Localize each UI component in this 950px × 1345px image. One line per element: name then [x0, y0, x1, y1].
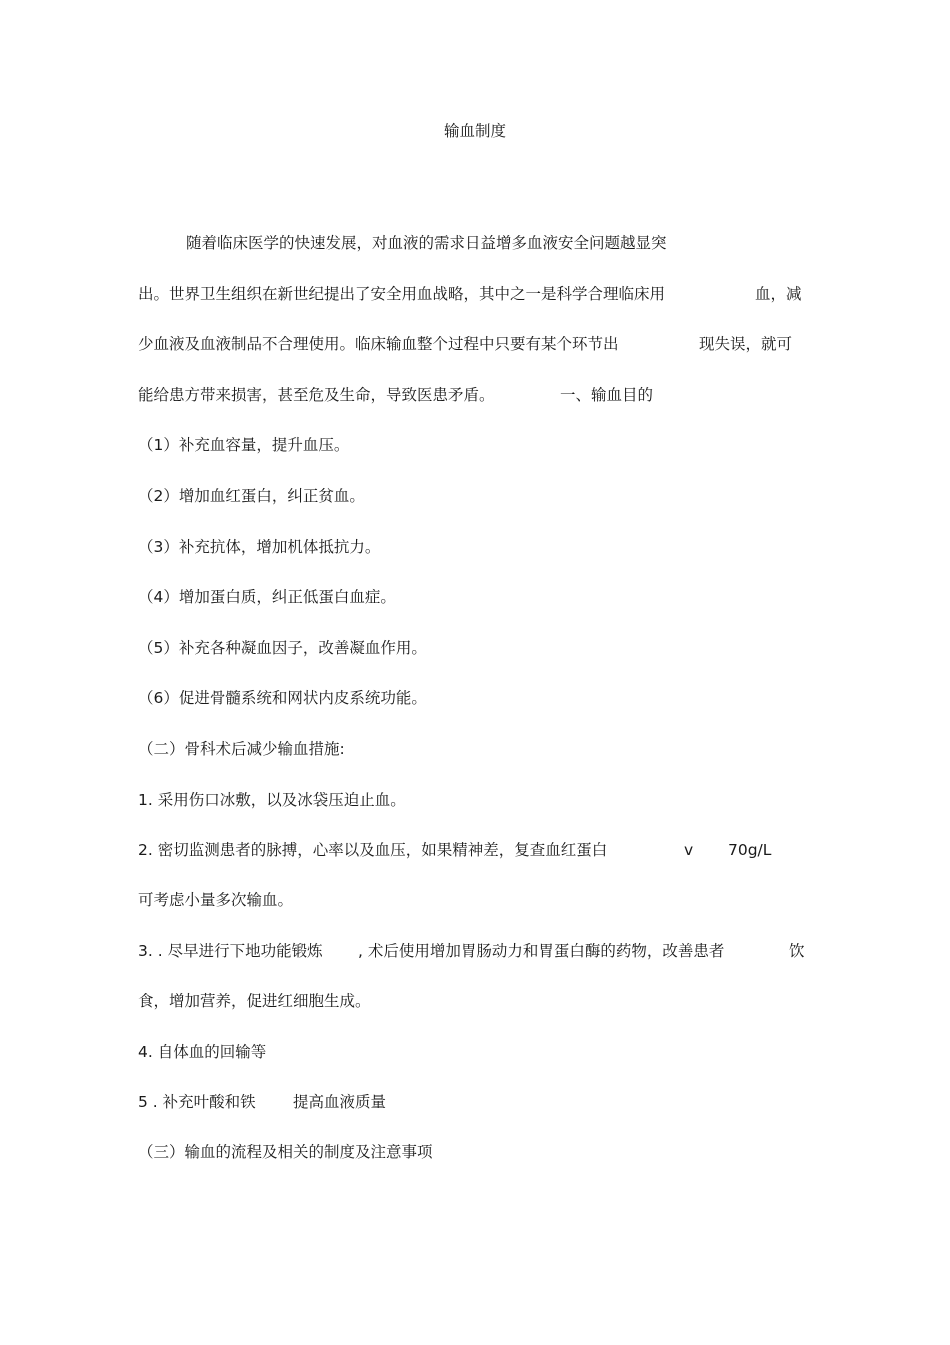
section-3-heading: （三）输血的流程及相关的制度及注意事项	[138, 1143, 433, 1161]
measure-item: 1. 采用伤口冰敷，以及冰袋压迫止血。	[138, 791, 406, 809]
purpose-item: （2）增加血红蛋白，纠正贫血。	[138, 487, 365, 505]
intro-line-2	[138, 282, 818, 306]
purpose-item: （1）补充血容量，提升血压。	[138, 436, 350, 454]
purpose-item: （4）增加蛋白质，纠正低蛋白血症。	[138, 588, 396, 606]
intro-text: 随着临床医学的快速发展，对血液的需求日益增多血液安全问题越显突	[186, 234, 667, 252]
purpose-item: （5）补充各种凝血因子，改善凝血作用。	[138, 639, 427, 657]
intro-text: 现失误，就可	[699, 335, 793, 353]
intro-text: 血，减	[755, 285, 802, 303]
measure-text: 5 . 补充叶酸和铁	[138, 1093, 256, 1111]
purpose-item: （6）促进骨髓系统和网状内皮系统功能。	[138, 689, 427, 707]
intro-line-1	[138, 231, 818, 255]
intro-text: 出。世界卫生组织在新世纪提出了安全用血战略，其中之一是科学合理临床用	[138, 285, 666, 303]
intro-line-4	[138, 383, 818, 407]
intro-text: 能给患方带来损害，甚至危及生命，导致医患矛盾。	[138, 386, 495, 404]
measure-text: 2. 密切监测患者的脉搏，心率以及血压，如果精神差，复查血红蛋白	[138, 841, 608, 859]
measure-text: 提高血液质量	[293, 1093, 387, 1111]
measure-continuation: 可考虑小量多次输血。	[138, 891, 294, 909]
measure-continuation: 食，增加营养，促进红细胞生成。	[138, 992, 371, 1010]
intro-text: 少血液及血液制品不合理使用。临床输血整个过程中只要有某个环节出	[138, 335, 619, 353]
measure-item	[138, 939, 818, 963]
measure-text: v	[684, 841, 694, 859]
measure-value: 70g/L	[728, 841, 772, 859]
measure-text: , 术后使用增加胃肠动力和胃蛋白酶的药物，改善患者	[358, 942, 725, 960]
section-1-heading: 一、输血目的	[560, 386, 654, 404]
measure-text: 饮	[789, 942, 805, 960]
purpose-item: （3）补充抗体，增加机体抵抗力。	[138, 538, 381, 556]
document-title: 输血制度	[443, 122, 506, 140]
measure-item	[138, 838, 818, 862]
measure-item	[138, 1090, 818, 1114]
measure-text: 3. . 尽早进行下地功能锻炼	[138, 942, 323, 960]
intro-line-3	[138, 332, 818, 356]
measure-item: 4. 自体血的回输等	[138, 1043, 267, 1061]
section-2-heading: （二）骨科术后减少输血措施:	[138, 740, 345, 758]
